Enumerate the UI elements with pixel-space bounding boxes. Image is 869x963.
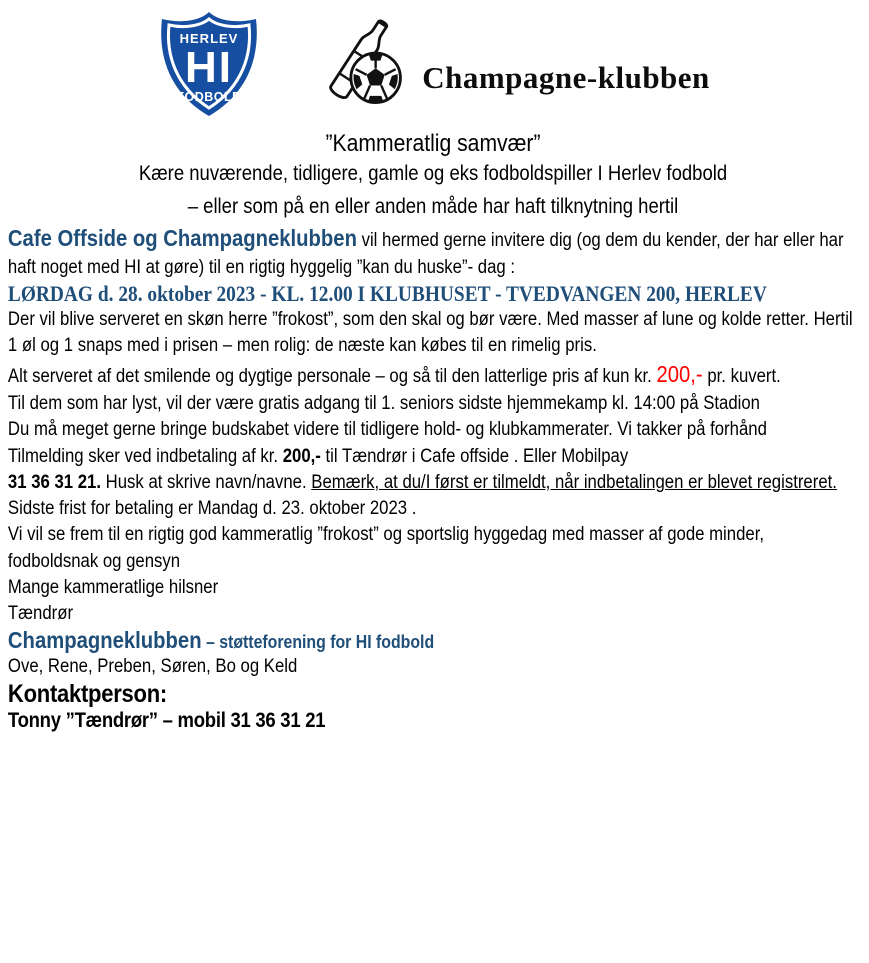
- football-icon: [351, 53, 401, 103]
- greeting-line-1: Kære nuværende, tidligere, gamle og eks fodboldspiller I Herlev fodbold: [138, 162, 728, 185]
- price-text-after: pr. kuvert.: [702, 366, 781, 388]
- invite-paragraph: [8, 223, 858, 281]
- flyer-body: [0, 130, 869, 733]
- members-line: Ove, Rene, Preben, Søren, Bo og Keld: [7, 656, 298, 678]
- closing-paragraph: Vi vil se frem til en rigtig god kammeratlig ”frokost” og sportslig hyggedag med masser af gode minder, fodboldsnak og gensyn: [7, 524, 765, 572]
- price-text-before: Alt serveret af det smilende og dygtige personale – og så til den latterlige pris af kun kr.: [7, 366, 657, 388]
- champagne-club-logo-text: Champagne-klubben: [422, 60, 710, 95]
- signup-text-2: til Tændrør i Cafe offside . Eller Mobilpay: [320, 445, 629, 467]
- signup-paragraph: [8, 444, 858, 523]
- invite-lead: Cafe Offside og Champagneklubben: [7, 225, 357, 252]
- signup-phone: 31 36 31 21.: [7, 471, 102, 493]
- signup-text-3: Husk at skrive navn/navne.: [101, 471, 312, 493]
- champagne-club-logo: [301, 14, 710, 114]
- headline: ”Kammeratlig samvær”: [325, 130, 541, 157]
- logo-header: [0, 10, 869, 118]
- hi-fodbold-logo: [159, 10, 259, 118]
- champagne-bottle-football-icon: [301, 14, 416, 114]
- contact-person-line: Tonny ”Tændrør” – mobil 31 36 31 21: [7, 709, 326, 733]
- invite-text: vil hermed gerne invitere dig (og dem du kender, der har eller har haft noget med HI at gøre) til en rigtig hyggelig ”kan du huske”- dag :: [7, 230, 844, 278]
- hi-logo-herlev-text: HERLEV: [179, 31, 239, 46]
- club-suffix: – støtteforening for HI fodbold: [201, 632, 435, 653]
- stadium-line: Til dem som har lyst, vil der være gratis adgang til 1. seniors sidste hjemmekamp kl. 14:00 på Stadion: [7, 393, 760, 415]
- club-name: Champagneklubben: [7, 627, 202, 654]
- price-paragraph: [8, 359, 858, 391]
- signup-amount: 200,-: [282, 445, 321, 467]
- event-description: Der vil blive serveret en skøn herre ”frokost”, som den skal og bør være. Med masser af lune og kolde retter. Hertil 1 øl og 1 snaps med i prisen – men rolig: de næste kan købes til en rimelig pris.: [7, 309, 853, 357]
- regards-line: Mange kammeratlige hilsner: [7, 576, 219, 598]
- greeting-line-2: – eller som på en eller anden måde har haft tilknytning hertil: [187, 194, 679, 218]
- price-amount: 200,-: [656, 361, 703, 388]
- spread-line: Du må meget gerne bringe budskabet videre til tidligere hold- og klubkammerater. Vi takker på forhånd: [7, 419, 767, 441]
- hi-logo-fodbold-text: FODBOLD: [176, 90, 242, 104]
- signature-line: Tændrør: [7, 602, 74, 624]
- hi-logo-hi-text: HI: [185, 43, 234, 92]
- contact-heading: Kontaktperson:: [7, 680, 167, 709]
- signup-text-1: Tilmelding sker ved indbetaling af kr.: [7, 445, 283, 467]
- event-heading: LØRDAG d. 28. oktober 2023 - KL. 12.00 I KLUBHUSET - TVEDVANGEN 200, HERLEV: [7, 281, 767, 307]
- club-heading: [8, 627, 858, 654]
- signup-text-4: Sidste frist for betaling er Mandag d. 23. oktober 2023 .: [7, 498, 417, 520]
- signup-underlined-note: Bemærk, at du/I først er tilmeldt, når indbetalingen er blevet registreret.: [311, 471, 837, 493]
